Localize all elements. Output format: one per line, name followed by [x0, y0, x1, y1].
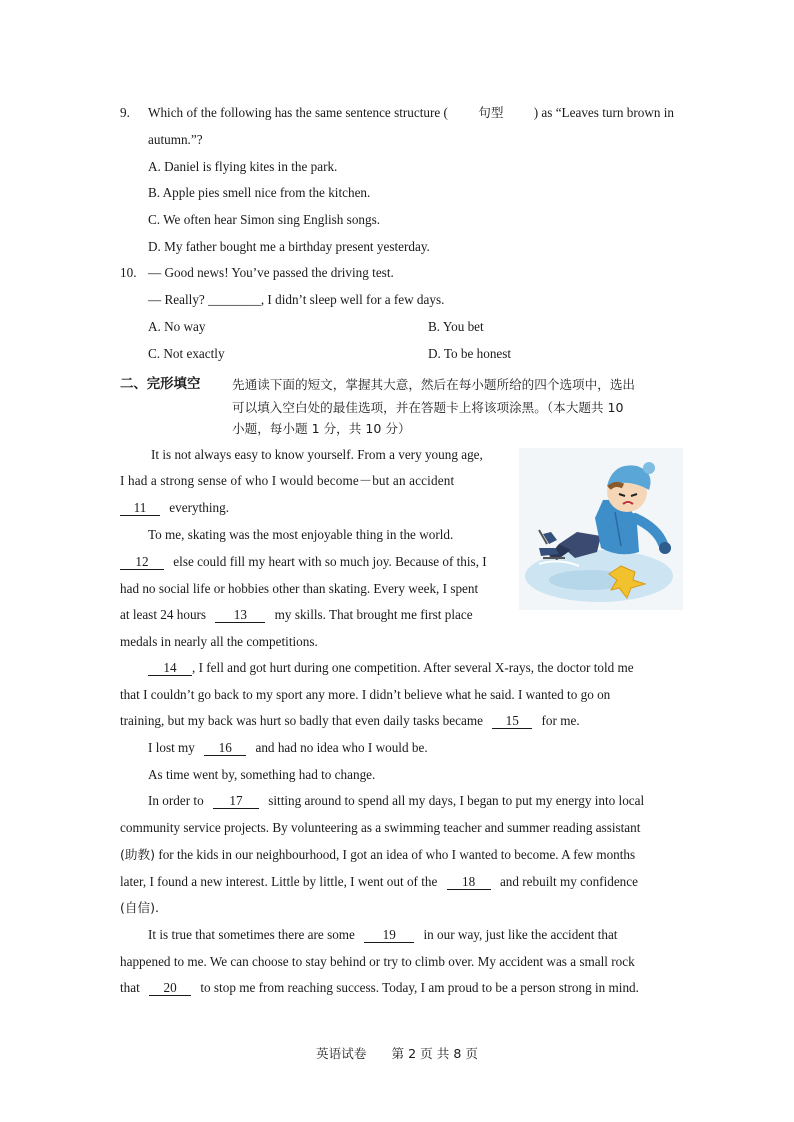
q10-option-a: A. No way	[148, 319, 206, 334]
passage-p2-line2-text: else could fill my heart with so much joy. Because of this, I	[173, 554, 487, 569]
passage-p3-line3-b: for me.	[541, 713, 580, 728]
passage-p1-line3	[120, 499, 229, 517]
q9-option-b: B. Apple pies smell nice from the kitchen.	[148, 185, 371, 200]
section2-instruction-1: 先通读下面的短文，掌握其大意，然后在每小题所给的四个选项中，选出	[232, 377, 635, 392]
passage-p6-line4	[120, 873, 638, 891]
passage-p1-line2: I had a strong sense of who I would become－but an accident	[120, 473, 455, 488]
passage-p2-line4-a: at least 24 hours	[120, 607, 207, 622]
blank-16: 16	[204, 741, 246, 756]
passage-p3-line3-a: training, but my back was hurt so badly that even daily tasks became	[120, 713, 483, 728]
blank-19: 19	[364, 928, 414, 943]
passage-p6-line5: (自信).	[120, 900, 160, 915]
q9-stem-part2: ) as “Leaves turn brown in	[533, 105, 674, 120]
passage-p6-line3-text: for the kids in our neighbourhood, I got an idea of who I wanted to become. A few months	[158, 847, 636, 862]
passage-p7-line1	[148, 926, 617, 944]
q9-option-d: D. My father bought me a birthday present yesterday.	[148, 239, 430, 254]
passage-p6-line3	[120, 846, 635, 864]
blank-14: 14	[148, 661, 192, 676]
q10-line2-b: , I didn’t sleep well for a few days.	[260, 292, 445, 307]
section2-title: 二、完形填空	[120, 377, 201, 392]
hat-pompom	[643, 462, 655, 474]
q10-option-d: D. To be honest	[428, 346, 512, 361]
blank-13: 13	[215, 608, 265, 623]
footer-subject: 英语试卷	[316, 1046, 367, 1061]
passage-p2-line2	[120, 553, 487, 571]
skater-fall-illustration	[519, 448, 683, 610]
blank-20: 20	[149, 981, 191, 996]
passage-p7-line3-b: to stop me from reaching success. Today, I am proud to be a person strong in mind.	[200, 980, 639, 995]
q10-option-b: B. You bet	[428, 319, 484, 334]
section2-instruction-3: 小题，每小题 1 分，共 10 分）	[232, 421, 411, 436]
passage-p4-a: I lost my	[148, 740, 195, 755]
blank-15: 15	[492, 714, 532, 729]
skater-arm	[635, 518, 663, 544]
q10-option-c: C. Not exactly	[148, 346, 225, 361]
passage-p3-line1	[148, 659, 634, 677]
q9-option-c: C. We often hear Simon sing English songs.	[148, 212, 381, 227]
q10-line2	[148, 291, 444, 309]
passage-p2-line1: To me, skating was the most enjoyable thing in the world.	[148, 527, 454, 542]
blank-12: 12	[120, 555, 164, 570]
passage-p6-line1	[148, 792, 644, 810]
passage-p2-line3: had no social life or hobbies other than skating. Every week, I spent	[120, 581, 479, 596]
passage-p7-line3-a: that	[120, 980, 140, 995]
passage-p5: As time went by, something had to change.	[148, 767, 376, 782]
q9-stem-line2: autumn.”?	[148, 132, 203, 147]
q9-option-a: A. Daniel is flying kites in the park.	[148, 159, 338, 174]
passage-p4-b: and had no idea who I would be.	[255, 740, 428, 755]
skater-glove	[659, 542, 671, 554]
passage-p3-line1-text: , I fell and got hurt during one competition. After several X-rays, the doctor told me	[192, 660, 634, 675]
q9-stem-cn: 句型	[478, 105, 504, 120]
q10-line1: — Good news! You’ve passed the driving test.	[148, 265, 394, 280]
q9-stem	[148, 104, 674, 122]
page-footer	[0, 1043, 794, 1062]
section2-instruction-2: 可以填入空白处的最佳选项，并在答题卡上将该项涂黑。（本大题共 10	[232, 400, 624, 415]
passage-p2-line4-b: my skills. That brought me first place	[274, 607, 473, 622]
passage-p4	[148, 739, 428, 757]
passage-p6-line4-a: later, I found a new interest. Little by little, I went out of the	[120, 874, 438, 889]
q10-answer-blank: ________	[208, 292, 261, 307]
passage-p7-line1-a: It is true that sometimes there are some	[148, 927, 355, 942]
q10-number: 10.	[120, 265, 137, 280]
passage-p6-line2: community service projects. By volunteering as a swimming teacher and summer reading assistant	[120, 820, 641, 835]
passage-p1-line3-text: everything.	[169, 500, 229, 515]
passage-p1-line1: It is not always easy to know yourself. From a very young age,	[151, 447, 483, 462]
blank-11: 11	[120, 501, 160, 516]
passage-p7-line2: happened to me. We can choose to stay behind or try to climb over. My accident was a small rock	[120, 954, 635, 969]
q10-line2-a: — Really?	[148, 292, 209, 307]
skater-illustration-svg	[519, 448, 683, 610]
passage-p3-line2: that I couldn’t go back to my sport any more. I didn’t believe what he said. I wanted to go on	[120, 687, 611, 702]
passage-p7-line3	[120, 979, 639, 997]
passage-p6-line3-cn: (助教)	[120, 847, 156, 862]
passage-p2-line4	[120, 606, 473, 624]
passage-p2-line5: medals in nearly all the competitions.	[120, 634, 318, 649]
skater-mouth	[623, 502, 633, 504]
q9-number: 9.	[120, 105, 130, 120]
passage-p6-line4-b: and rebuilt my confidence	[499, 874, 638, 889]
q9-stem-part1: Which of the following has the same sentence structure (	[148, 105, 448, 120]
passage-p3-line3	[120, 712, 580, 730]
footer-page-number: 第 2 页 共 8 页	[391, 1046, 478, 1061]
passage-p7-line1-b: in our way, just like the accident that	[423, 927, 618, 942]
passage-p6-line1-b: sitting around to spend all my days, I began to put my energy into local	[268, 793, 645, 808]
passage-p6-line1-a: In order to	[148, 793, 204, 808]
blank-18: 18	[447, 875, 491, 890]
blank-17: 17	[213, 794, 259, 809]
